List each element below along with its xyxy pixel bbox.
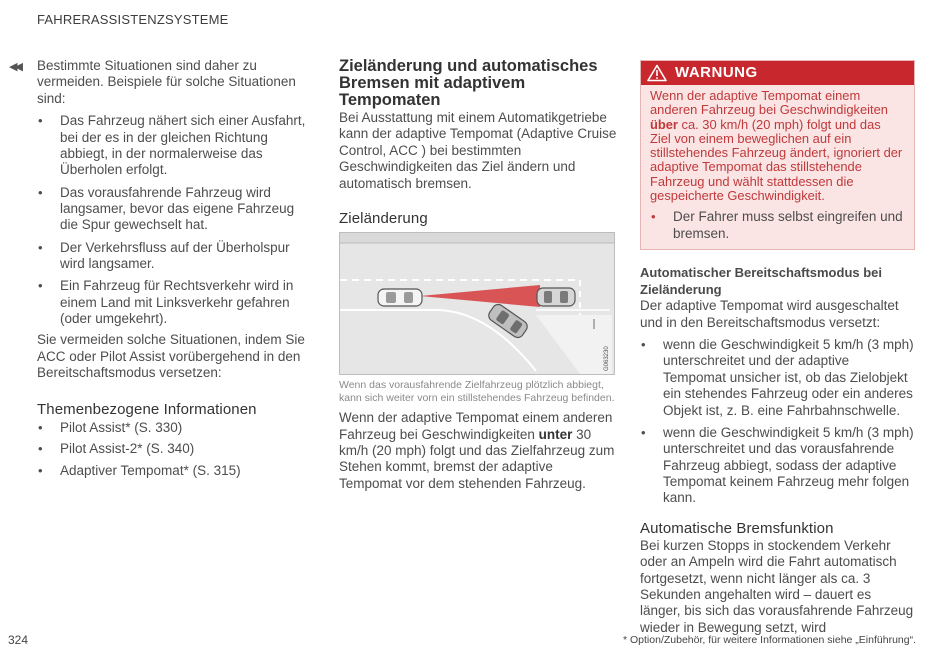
list-item: • wenn die Geschwindigkeit 5 km/h (3 mph) unterschreitet und der adaptive Tempomat unsicher ist, ob das Zielobjekt ein stehendes Fahrzeug oder ein anderes Objekt ist, z. B. eine Fahrbahnschwelle. bbox=[640, 337, 915, 419]
footnote: * Option/Zubehör, für weitere Informationen siehe „Einführung“. bbox=[623, 634, 916, 646]
subheading-zielaenderung: Zieländerung bbox=[339, 210, 428, 228]
standby-intro: Der adaptive Tempomat wird ausgeschaltet und in den Bereitschaftsmodus versetzt: bbox=[640, 298, 899, 330]
list-item: • Der Verkehrsfluss auf der Überholspur wird langsamer. bbox=[37, 240, 309, 273]
column-left bbox=[9, 58, 309, 484]
warning-triangle-icon bbox=[647, 64, 667, 87]
related-heading: Themenbezogene Informationen bbox=[37, 400, 257, 418]
standby-list bbox=[640, 337, 915, 507]
column-middle bbox=[339, 58, 617, 492]
list-item: • Der Fahrer muss selbst eingreifen und bremsen. bbox=[650, 209, 904, 242]
outro-paragraph: Sie vermeiden solche Situationen, indem Sie ACC oder Pilot Assist vorübergehend in den Bereitschaftsmodus versetzen: bbox=[37, 332, 305, 381]
section-title: Zieländerung und automatisches Bremsen mit adaptivem Tempomaten bbox=[339, 57, 598, 109]
turning-target-car-icon bbox=[486, 302, 529, 340]
warning-body bbox=[641, 85, 914, 249]
related-link-adaptive-cruise[interactable]: • Adaptiver Tempomat* (S. 315) bbox=[37, 463, 309, 479]
list-item: • Das Fahrzeug nähert sich einer Ausfahrt, bei der es in der gleichen Richtung abbiegt, in der normalerweise das Überholen erfolgt. bbox=[37, 113, 309, 179]
brake-heading: Automatische Bremsfunktion bbox=[640, 519, 834, 537]
related-list bbox=[37, 420, 309, 480]
list-item: • Ein Fahrzeug für Rechtsverkehr wird in einem Land mit Linksverkehr gefahren (oder umgekehrt). bbox=[37, 278, 309, 327]
page-number: 324 bbox=[8, 633, 29, 647]
column-right bbox=[640, 60, 915, 636]
continuation-arrow-icon: ◀◀ bbox=[9, 61, 20, 73]
situation-list bbox=[37, 113, 309, 327]
standby-heading: Automatischer Bereitschaftsmodus bei Zieländerung bbox=[640, 265, 883, 298]
related-link-pilot-assist-2[interactable]: • Pilot Assist-2* (S. 340) bbox=[37, 441, 309, 457]
warning-header bbox=[641, 61, 914, 85]
stationary-car-icon bbox=[537, 288, 575, 306]
road-illustration bbox=[340, 233, 614, 374]
own-car-icon bbox=[378, 289, 422, 306]
intro-paragraph: Bestimmte Situationen sind daher zu vermeiden. Beispiele für solche Situationen sind: bbox=[37, 58, 296, 106]
chapter-header: FAHRERASSISTENZSYSTEME bbox=[37, 12, 229, 27]
warning-box bbox=[640, 60, 915, 250]
warning-list bbox=[650, 209, 904, 242]
below-30-paragraph: Wenn der adaptive Tempomat einem anderen Fahrzeug bei Geschwindigkeiten unter 30 km/h (20 mph) folgt und das Zielfahrzeug zum Stehen kommt, bremst der adaptive Tempomat vor dem stehenden Fahrzeug. bbox=[339, 410, 615, 491]
target-change-diagram bbox=[339, 232, 615, 375]
related-link-pilot-assist[interactable]: • Pilot Assist* (S. 330) bbox=[37, 420, 309, 436]
figure-caption: Wenn das vorausfahrende Zielfahrzeug plötzlich abbiegt, kann sich weiter vorn ein stillstehendes Fahrzeug befinden. bbox=[339, 379, 615, 404]
brake-paragraph: Bei kurzen Stopps in stockendem Verkehr oder an Ampeln wird die Fahrt automatisch fortgesetzt, wenn nicht länger als ca. 3 Sekunden angehalten wird – dauert es länger, bis sich das vorausfahrende Fahrzeug wieder in Bewegung setzt, wird bbox=[640, 537, 914, 635]
figure-code: G063230 bbox=[604, 346, 610, 372]
warning-title: WARNUNG bbox=[675, 64, 758, 81]
list-item: • wenn die Geschwindigkeit 5 km/h (3 mph) unterschreitet und das vorausfahrende Fahrzeug abbiegt, sodass der adaptive Tempomat keinem Fahrzeug mehr folgen kann. bbox=[640, 425, 915, 507]
section-intro: Bei Ausstattung mit einem Automatikgetriebe kann der adaptive Tempomat (Adaptive Cruise Control, ACC ) bei bestimmten Geschwindigkeiten das Ziel ändern und automatisch bremsen. bbox=[339, 110, 617, 191]
list-item: • Das vorausfahrende Fahrzeug wird langsamer, bevor das eigene Fahrzeug die Spur gewechselt hat. bbox=[37, 185, 309, 234]
warning-text: Wenn der adaptive Tempomat einem anderen Fahrzeug bei Geschwindigkeiten über ca. 30 km/h (20 mph) folgt und das Ziel von einem beweglichen auf ein stillstehendes Fahrzeug ändert, ignoriert der adaptive Tempomat das stillstehende Fahrzeug und wählt stattdessen die gespeicherte Geschwindigkeit. bbox=[650, 88, 903, 204]
